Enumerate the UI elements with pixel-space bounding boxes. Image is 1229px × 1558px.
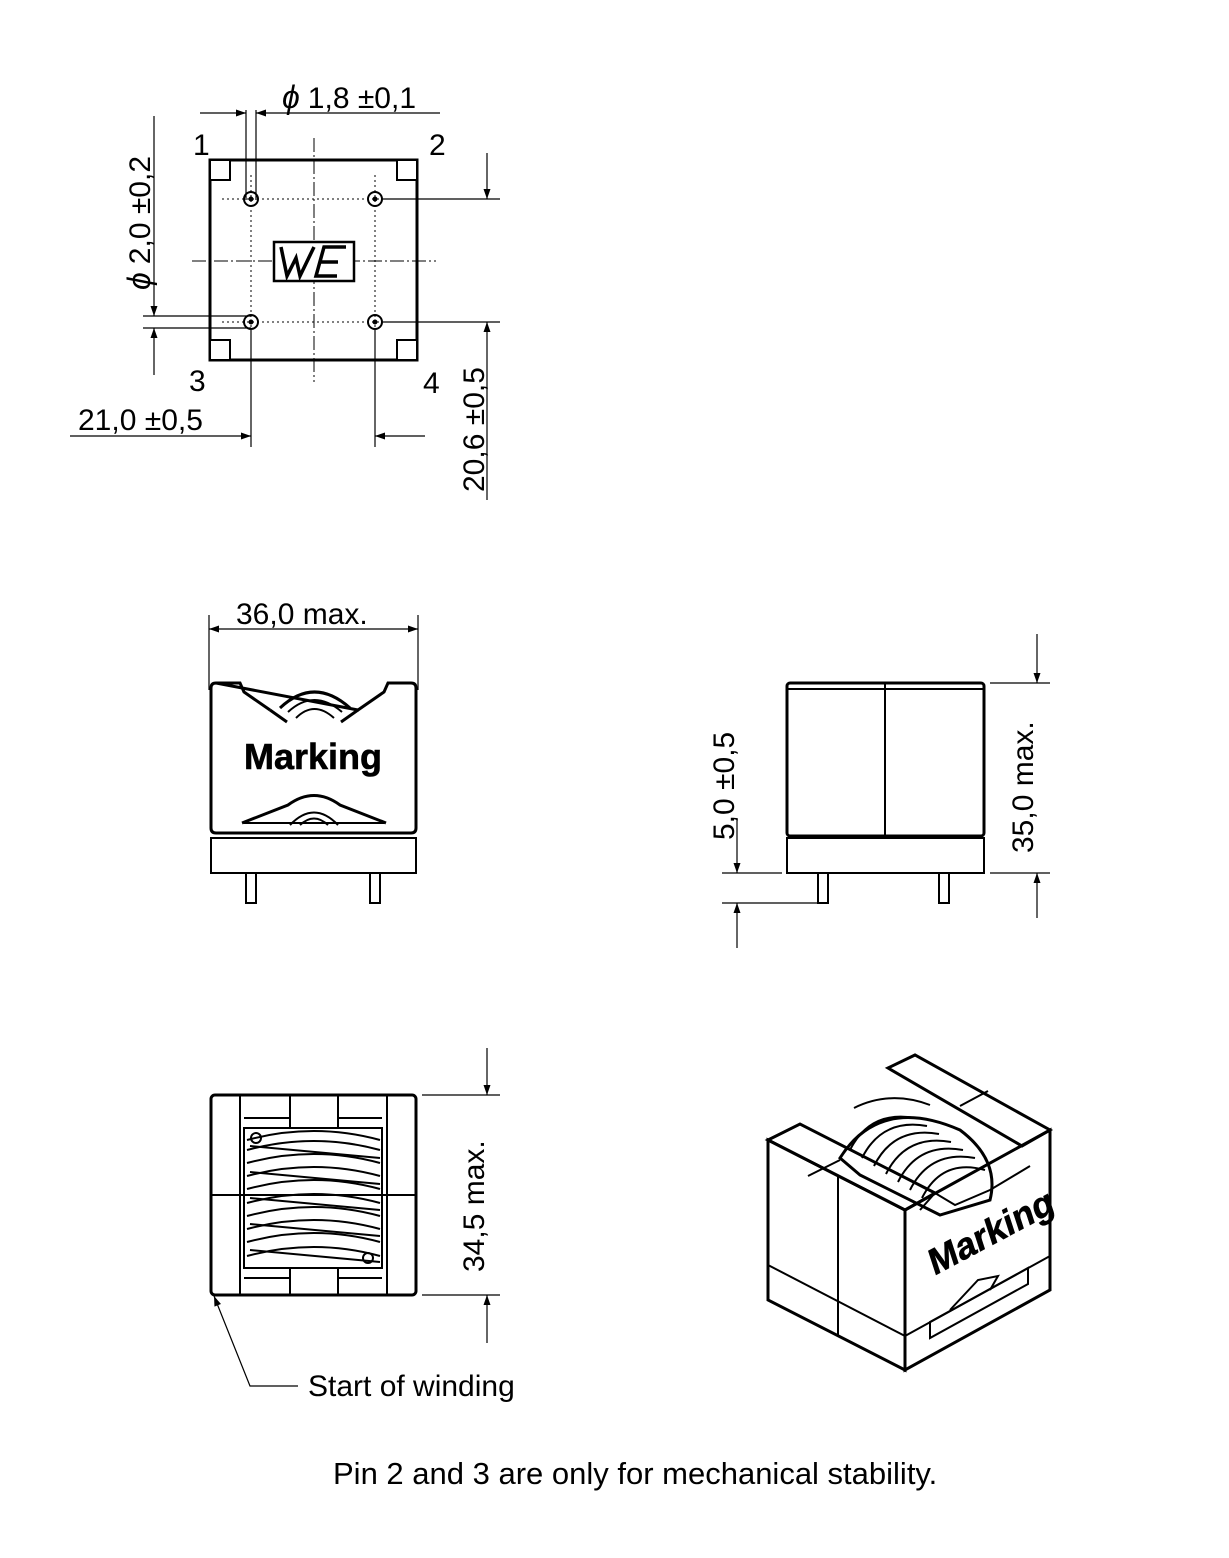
side-pin: [939, 873, 949, 903]
corner-notch: [397, 160, 417, 180]
pin-number-2: 2: [429, 129, 446, 162]
dim-pin-length: 5,0 ±0,5: [708, 731, 741, 840]
side-pin: [818, 873, 828, 903]
corner-notch: [397, 340, 417, 360]
callout-leader: [214, 1296, 298, 1386]
corner-notch: [210, 160, 230, 180]
bottom-view: [211, 1048, 515, 1403]
pin-number-4: 4: [423, 367, 440, 400]
we-logo: [274, 242, 354, 281]
top-view: [70, 79, 500, 500]
side-view: [708, 634, 1050, 948]
front-marking-text: Marking: [243, 736, 383, 777]
iso-marking-text: Marking: [923, 1179, 1059, 1284]
front-pin: [370, 873, 380, 903]
coil-windings: [244, 1128, 382, 1268]
dim-height: 35,0 max.: [1007, 721, 1040, 853]
dim-pitch-horizontal: 21,0 ±0,5: [78, 404, 203, 437]
side-base: [787, 838, 984, 873]
pin-number-3: 3: [189, 365, 206, 398]
dim-width: 36,0 max.: [236, 598, 368, 631]
corner-notch: [210, 340, 230, 360]
isometric-view: [768, 1055, 1058, 1370]
front-base: [211, 838, 416, 873]
dim-pin-diameter: ϕ 1,8 ±0,1: [282, 79, 417, 115]
footnote: Pin 2 and 3 are only for mechanical stability.: [333, 1456, 938, 1491]
dim-depth: 34,5 max.: [458, 1140, 491, 1272]
front-pin: [246, 873, 256, 903]
dim-pitch-vertical: 20,6 ±0,5: [458, 367, 491, 492]
start-of-winding-label: Start of winding: [308, 1370, 515, 1403]
dim-hole-diameter: ϕ2,0 ±0,2: [121, 155, 157, 290]
pin-hole: [368, 192, 382, 206]
pin-number-1: 1: [193, 129, 210, 162]
front-view: [209, 598, 418, 903]
